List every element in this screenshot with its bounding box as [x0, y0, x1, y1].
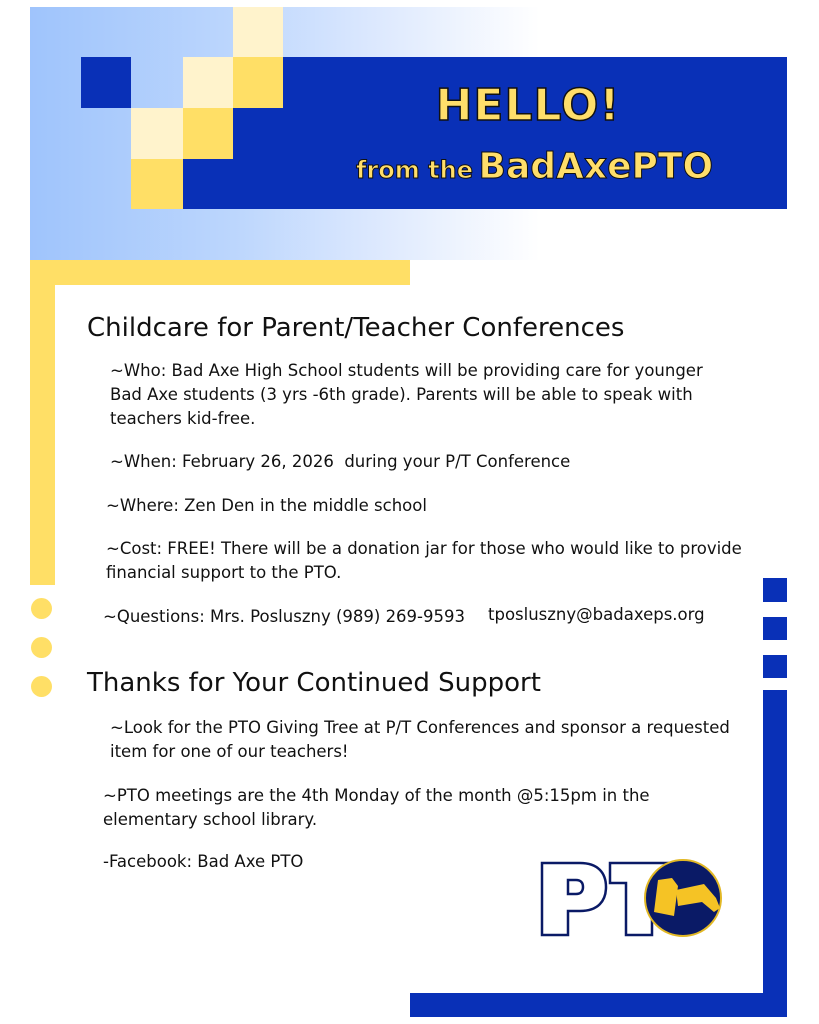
blue-bar-bottom: [410, 993, 787, 1017]
where-text: ~Where: Zen Den in the middle school: [106, 496, 427, 515]
email-link[interactable]: tposluszny@badaxeps.org: [488, 605, 705, 624]
subtitle-from: from the: [356, 156, 473, 184]
blue-bar-vertical: [763, 690, 787, 1017]
yellow-bar-vertical: [30, 260, 55, 585]
meetings-text: [103, 784, 650, 832]
who-line: teachers kid-free.: [110, 409, 256, 428]
tree-line: item for one of our teachers!: [110, 742, 349, 761]
yellow-bar: [30, 260, 410, 285]
facebook-text: -Facebook: Bad Axe PTO: [103, 852, 304, 871]
who-text: [110, 359, 703, 431]
tree-line: ~Look for the PTO Giving Tree at P/T Conferences and sponsor a requested: [110, 718, 730, 737]
cost-text: [106, 537, 742, 585]
who-line: ~Who: Bad Axe High School students will be providing care for younger: [110, 361, 703, 380]
yellow-dot: [31, 598, 52, 619]
yellow-dot: [31, 676, 52, 697]
pto-logo-icon: [540, 858, 725, 938]
deco-square: [131, 108, 183, 159]
blue-square: [763, 578, 787, 602]
blue-square: [763, 617, 787, 640]
giving-tree-text: [110, 716, 730, 764]
meetings-line: ~PTO meetings are the 4th Monday of the month @5:15pm in the: [103, 786, 650, 805]
who-line: Bad Axe students (3 yrs -6th grade). Parents will be able to speak with: [110, 385, 693, 404]
cost-line: financial support to the PTO.: [106, 563, 342, 582]
questions-text: ~Questions: Mrs. Posluszny (989) 269-9593: [103, 607, 466, 626]
cost-line: ~Cost: FREE! There will be a donation jar for those who would like to provide: [106, 539, 742, 558]
hello-title: HELLO!: [435, 80, 621, 131]
section-title-childcare: Childcare for Parent/Teacher Conferences: [87, 313, 625, 343]
meetings-line: elementary school library.: [103, 810, 318, 829]
section-title-thanks: Thanks for Your Continued Support: [87, 668, 541, 698]
yellow-dot: [31, 637, 52, 658]
deco-square: [81, 57, 131, 108]
deco-square: [233, 7, 283, 57]
when-text: ~When: February 26, 2026 during your P/T Conference: [110, 452, 571, 471]
subtitle: [356, 146, 713, 187]
subtitle-org: BadAxePTO: [478, 146, 714, 187]
deco-square: [131, 159, 183, 209]
blue-square: [763, 655, 787, 678]
pto-logo: [540, 858, 725, 938]
